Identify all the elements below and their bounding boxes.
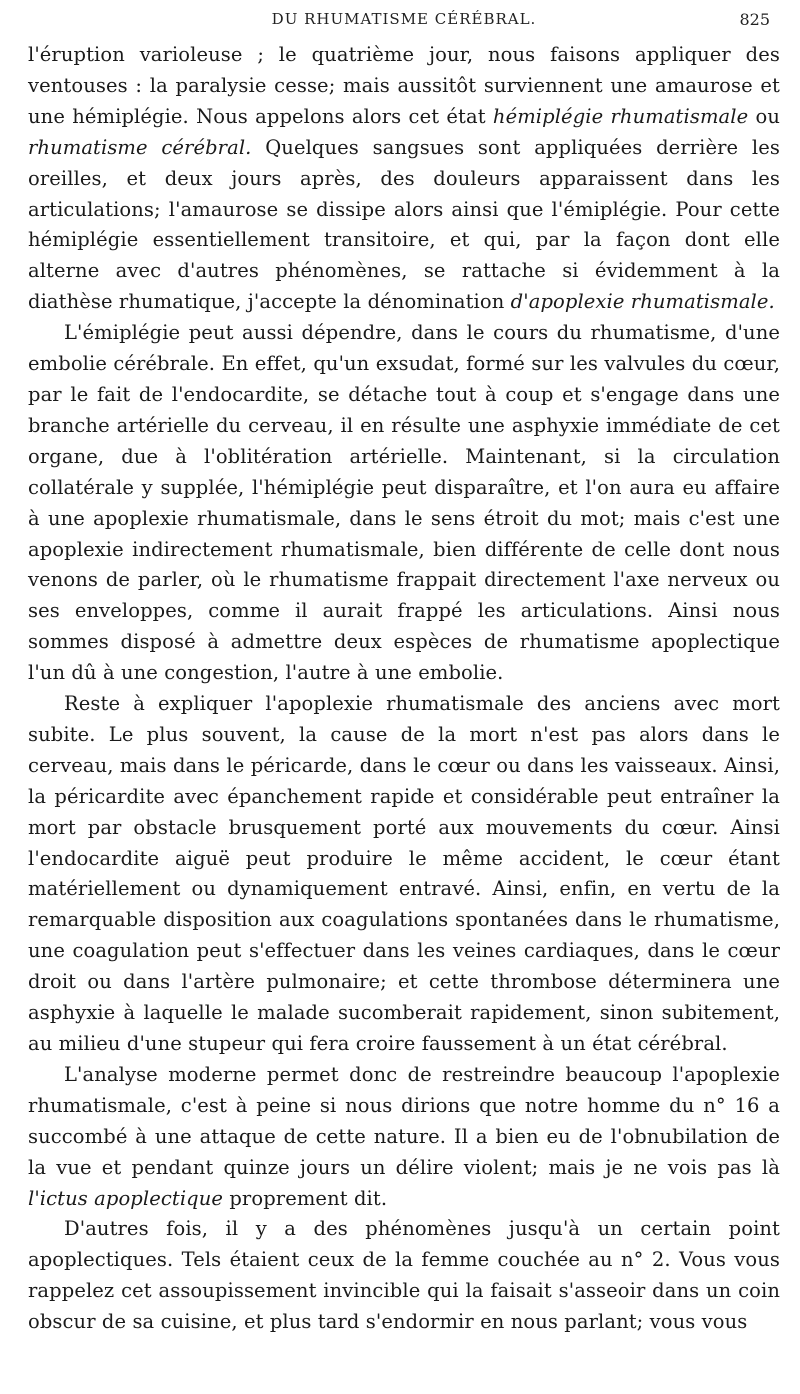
paragraph <box>28 40 780 318</box>
italic-text: l'ictus apoplectique <box>28 1186 224 1210</box>
running-head <box>28 0 780 40</box>
paragraph <box>28 318 780 689</box>
italic-text: hémiplégie rhumatismale <box>492 104 749 128</box>
paragraph <box>28 689 780 1060</box>
text-run: D'autres fois, il y a des phénomènes jusqu'à un certain point apoplectiques. Tels étaient ceux de la femme couchée au n° 2. Vous vous rappelez cet assoupissement invincible qui la faisait s'asseoir dans un coin obscur de sa cuisine, et plus tard s'endormir en nous parlant; vous vous <box>28 1217 780 1334</box>
text-run: proprement dit. <box>223 1186 388 1210</box>
text-run: l'éruption varioleuse ; le quatrième jour, nous faisons appliquer des ventouses : la paralysie cesse; mais aussitôt surviennent une amaurose et une hémiplégie. Nous appelons alors cet état <box>28 43 780 128</box>
text-run: L'analyse moderne permet donc de restreindre beaucoup l'apoplexie rhumatismale, c'est à peine si nous dirions que notre homme du n° 16 a succombé à une attaque de cette nature. Il a bien eu de l'obnubilation de la vue et pendant quinze jours un délire violent; mais je ne vois pas là <box>28 1062 780 1179</box>
paragraph <box>28 1214 780 1338</box>
paragraph <box>28 1060 780 1215</box>
text-run: Reste à expliquer l'apoplexie rhumatismale des anciens avec mort subite. Le plus souvent, la cause de la mort n'est pas alors dans le cerveau, mais dans le péricarde, dans le cœur ou dans les vaisseaux. Ainsi, la péricardite avec épanchement rapide et considérable peut entraîner la mort par obstacle brusquement porté aux mouvements du cœur. Ainsi l'endocardite aiguë peut produire le même accident, le cœur étant matériellement ou dynamiquement entravé. Ainsi, enfin, en vertu de la remarquable disposition aux coagulations spontanées dans le rhumatisme, une coagulation peut s'effectuer dans les veines cardiaques, dans le cœur droit ou dans l'artère pulmonaire; et cette thrombose déterminera une asphyxie à laquelle le malade sucomberait rapidement, sinon subitement, au milieu d'une stupeur qui fera croire faussement à un état cérébral. <box>28 692 780 1055</box>
body-text <box>28 40 780 1338</box>
text-run: Quelques sangsues sont appliquées derrière les oreilles, et deux jours après, des douleurs apparaissent dans les articulations; l'amaurose se dissipe alors ainsi que l'émiplégie. Pour cette hémiplégie essentiellement transitoire, et qui, par la façon dont elle alterne avec d'autres phénomènes, se rattache si évidemment à la diathèse rhumatique, j'accepte la dénomination <box>28 135 780 314</box>
italic-text: rhumatisme cérébral. <box>28 135 252 159</box>
text-run: ou <box>748 104 781 128</box>
text-run: L'émiplégie peut aussi dépendre, dans le cours du rhumatisme, d'une embolie cérébrale. En effet, qu'un exsudat, formé sur les valvules du cœur, par le fait de l'endocardite, se détache tout à coup et s'engage dans une branche artérielle du cerveau, il en résulte une asphyxie immédiate de cet organe, due à l'oblitération artérielle. Maintenant, si la circulation collatérale y supplée, l'hémiplégie peut disparaître, et l'on aura eu affaire à une apoplexie rhumatismale, dans le sens étroit du mot; mais c'est une apoplexie indirectement rhumatismale, bien différente de celle dont nous venons de parler, où le rhumatisme frappait directement l'axe nerveux ou ses enveloppes, comme il aurait frappé les articulations. Ainsi nous sommes disposé à admettre deux espèces de rhumatisme apoplectique l'un dû à une congestion, l'autre à une embolie. <box>28 321 780 685</box>
italic-text: d'apoplexie rhumatismale. <box>510 290 775 314</box>
page-number: 825 <box>739 10 770 29</box>
running-title: DU RHUMATISME CÉRÉBRAL. <box>271 10 537 28</box>
